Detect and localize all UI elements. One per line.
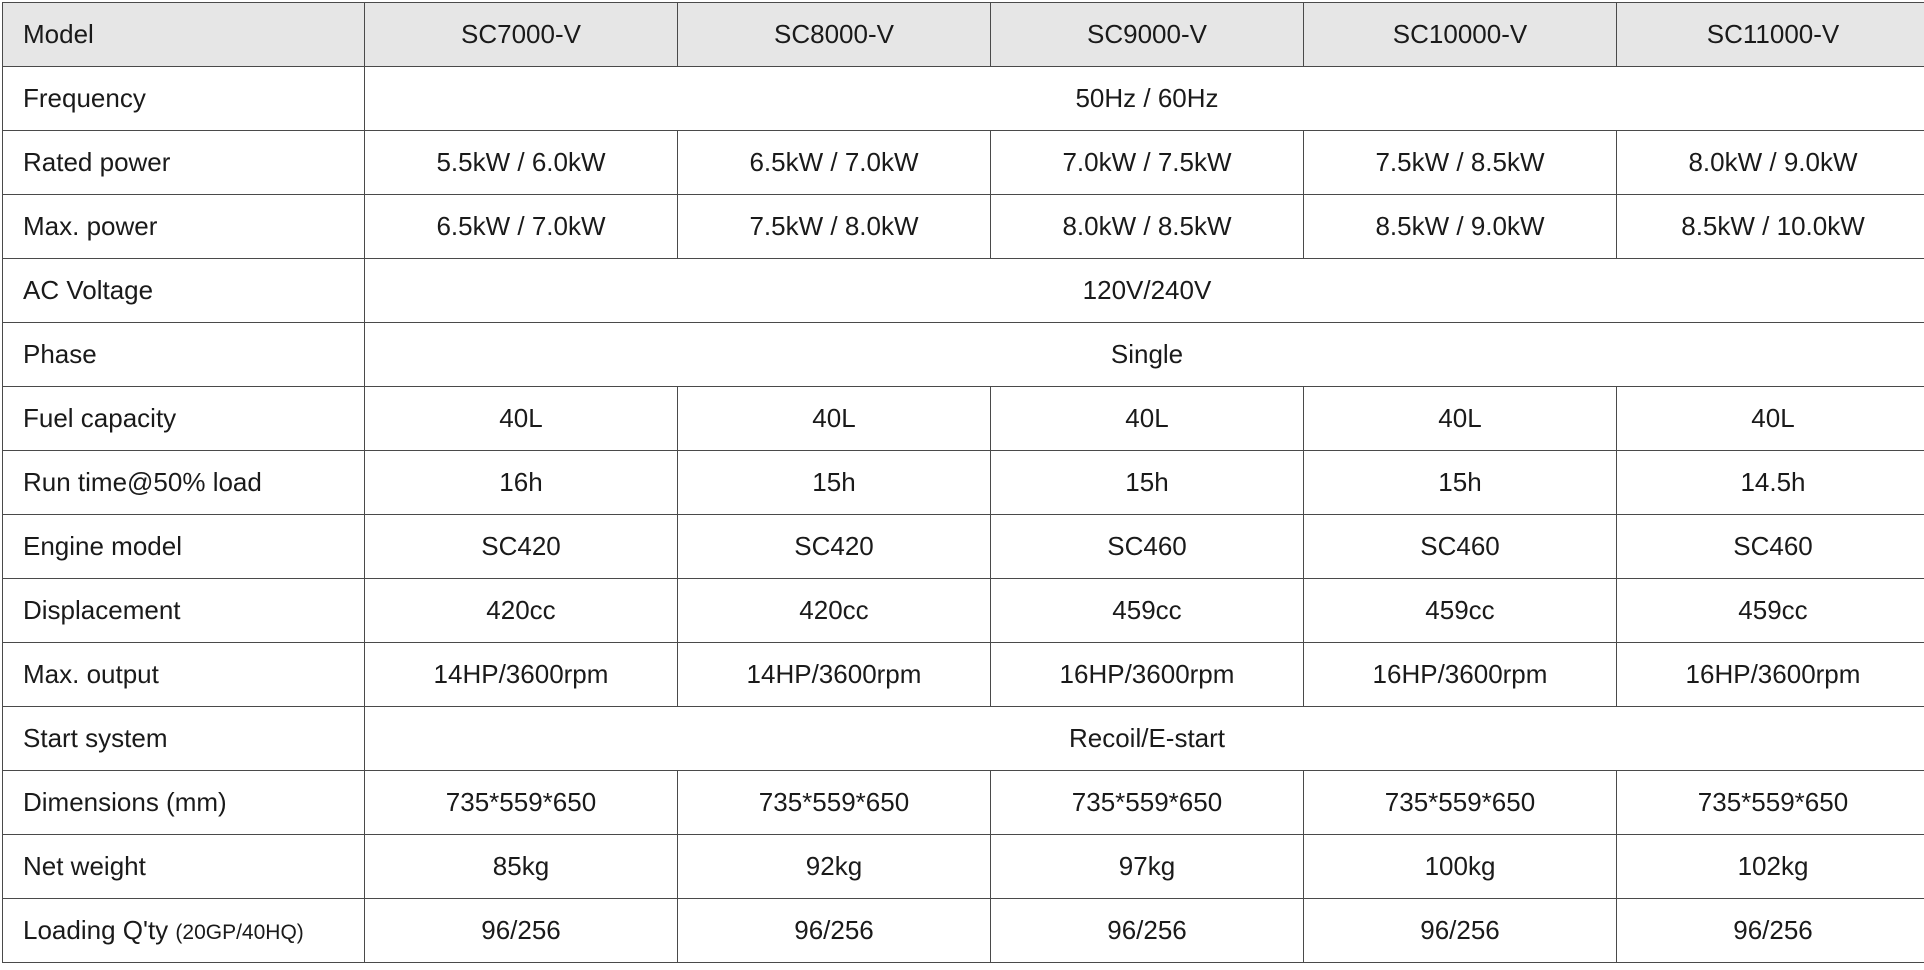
cell-value: 8.5kW / 9.0kW <box>1304 195 1617 259</box>
merged-value: 120V/240V <box>365 259 1924 323</box>
row-label: Phase <box>3 323 365 387</box>
row-net-weight <box>3 835 1924 899</box>
row-run-time <box>3 451 1924 515</box>
cell-value: 16HP/3600rpm <box>1617 643 1924 707</box>
row-displacement <box>3 579 1924 643</box>
cell-value: 15h <box>1304 451 1617 515</box>
spec-table <box>2 2 1924 963</box>
cell-value: SC420 <box>678 515 991 579</box>
cell-value: 7.0kW / 7.5kW <box>991 131 1304 195</box>
row-label: Fuel capacity <box>3 387 365 451</box>
cell-value: 14HP/3600rpm <box>365 643 678 707</box>
cell-value: 100kg <box>1304 835 1617 899</box>
row-engine-model <box>3 515 1924 579</box>
cell-value: 420cc <box>365 579 678 643</box>
cell-value: 459cc <box>1617 579 1924 643</box>
cell-value: 735*559*650 <box>365 771 678 835</box>
row-frequency <box>3 67 1924 131</box>
row-ac-voltage <box>3 259 1924 323</box>
cell-value: 8.0kW / 8.5kW <box>991 195 1304 259</box>
cell-value: 735*559*650 <box>1617 771 1924 835</box>
cell-value: 14HP/3600rpm <box>678 643 991 707</box>
cell-value: 96/256 <box>1617 899 1924 963</box>
cell-value: 5.5kW / 6.0kW <box>365 131 678 195</box>
model-sc10000-v: SC10000-V <box>1304 3 1617 67</box>
model-sc7000-v: SC7000-V <box>365 3 678 67</box>
table-header <box>3 3 1924 67</box>
row-label <box>3 899 365 963</box>
cell-value: 735*559*650 <box>1304 771 1617 835</box>
cell-value: 102kg <box>1617 835 1924 899</box>
cell-value: 96/256 <box>678 899 991 963</box>
row-start-system <box>3 707 1924 771</box>
row-max-power <box>3 195 1924 259</box>
row-fuel-capacity <box>3 387 1924 451</box>
table-body <box>3 67 1924 963</box>
cell-value: 16h <box>365 451 678 515</box>
row-label: Displacement <box>3 579 365 643</box>
cell-value: 96/256 <box>1304 899 1617 963</box>
cell-value: 15h <box>678 451 991 515</box>
merged-value: Single <box>365 323 1924 387</box>
cell-value: 459cc <box>991 579 1304 643</box>
row-label: Frequency <box>3 67 365 131</box>
cell-value: 40L <box>678 387 991 451</box>
loading-qty-note: (20GP/40HQ) <box>175 921 304 944</box>
cell-value: SC460 <box>991 515 1304 579</box>
cell-value: 735*559*650 <box>678 771 991 835</box>
cell-value: 16HP/3600rpm <box>991 643 1304 707</box>
cell-value: 97kg <box>991 835 1304 899</box>
cell-value: 40L <box>991 387 1304 451</box>
header-row <box>3 3 1924 67</box>
cell-value: 40L <box>1617 387 1924 451</box>
row-rated-power <box>3 131 1924 195</box>
merged-value: 50Hz / 60Hz <box>365 67 1924 131</box>
cell-value: 14.5h <box>1617 451 1924 515</box>
cell-value: 96/256 <box>991 899 1304 963</box>
row-label: Max. power <box>3 195 365 259</box>
row-label: Dimensions (mm) <box>3 771 365 835</box>
cell-value: 8.5kW / 10.0kW <box>1617 195 1924 259</box>
cell-value: 40L <box>1304 387 1617 451</box>
loading-qty-label: Loading Q'ty <box>23 915 169 945</box>
model-sc11000-v: SC11000-V <box>1617 3 1924 67</box>
cell-value: 85kg <box>365 835 678 899</box>
model-sc9000-v: SC9000-V <box>991 3 1304 67</box>
cell-value: 6.5kW / 7.0kW <box>365 195 678 259</box>
cell-value: 6.5kW / 7.0kW <box>678 131 991 195</box>
cell-value: 7.5kW / 8.5kW <box>1304 131 1617 195</box>
row-label: Max. output <box>3 643 365 707</box>
row-loading-qty <box>3 899 1924 963</box>
cell-value: 420cc <box>678 579 991 643</box>
cell-value: 15h <box>991 451 1304 515</box>
row-max-output <box>3 643 1924 707</box>
cell-value: 735*559*650 <box>991 771 1304 835</box>
row-phase <box>3 323 1924 387</box>
cell-value: 92kg <box>678 835 991 899</box>
row-label: Start system <box>3 707 365 771</box>
cell-value: SC460 <box>1617 515 1924 579</box>
cell-value: 16HP/3600rpm <box>1304 643 1617 707</box>
row-label: Rated power <box>3 131 365 195</box>
cell-value: 7.5kW / 8.0kW <box>678 195 991 259</box>
header-label: Model <box>3 3 365 67</box>
cell-value: 459cc <box>1304 579 1617 643</box>
cell-value: SC460 <box>1304 515 1617 579</box>
row-label: Run time@50% load <box>3 451 365 515</box>
cell-value: 96/256 <box>365 899 678 963</box>
model-sc8000-v: SC8000-V <box>678 3 991 67</box>
cell-value: 8.0kW / 9.0kW <box>1617 131 1924 195</box>
cell-value: SC420 <box>365 515 678 579</box>
row-label: Engine model <box>3 515 365 579</box>
merged-value: Recoil/E-start <box>365 707 1924 771</box>
row-label: AC Voltage <box>3 259 365 323</box>
row-dimensions <box>3 771 1924 835</box>
cell-value: 40L <box>365 387 678 451</box>
row-label: Net weight <box>3 835 365 899</box>
